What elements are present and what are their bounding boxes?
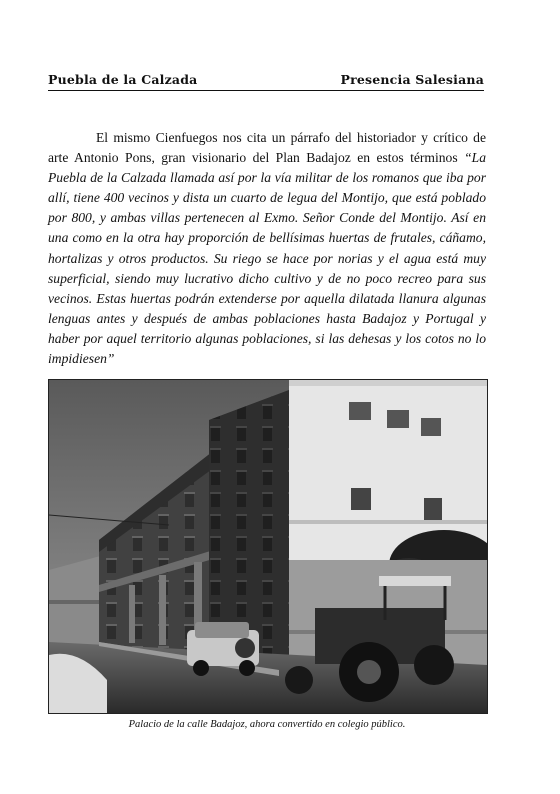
intro-text: El mismo Cienfuegos nos cita un párrafo del historiador y crítico de arte Antonio Pons, gran visionario del Plan Badajoz en estos términos <box>48 130 486 166</box>
street-photo <box>48 379 488 714</box>
body-paragraph <box>48 128 486 369</box>
header-book-title: Puebla de la Calzada <box>48 72 198 87</box>
figure-caption: Palacio de la calle Badajoz, ahora convertido en colegio público. <box>128 719 406 730</box>
photo-illustration <box>49 380 487 713</box>
quoted-text: “La Puebla de la Calzada llamada así por la vía militar de los romanos que iba por allí, tiene 400 vecinos y dista un cuarto de legua del Montijo, que está poblado por 800, y ambas villas pertenecen al Exmo. Señor Conde del Montijo. Así en una como en la otra hay proporción de bellísimas huertas de frutales, cáñamo, hortalizas y otros productos. Su riego se hace por norias y el agua está muy superficial, siendo muy lucrativo dicho cultivo y de no poco recreo para sus vecinos. Estas huertas podrán extenderse por aquella dilatada llanura algunas lenguas antes y después de ambas poblaciones hasta Badajoz y Portugal y haber por aquel territorio algunas poblaciones, si las dehesas y los cotos no lo impidiesen” <box>48 150 486 367</box>
running-header <box>48 70 484 91</box>
header-section-title: Presencia Salesiana <box>340 72 484 87</box>
